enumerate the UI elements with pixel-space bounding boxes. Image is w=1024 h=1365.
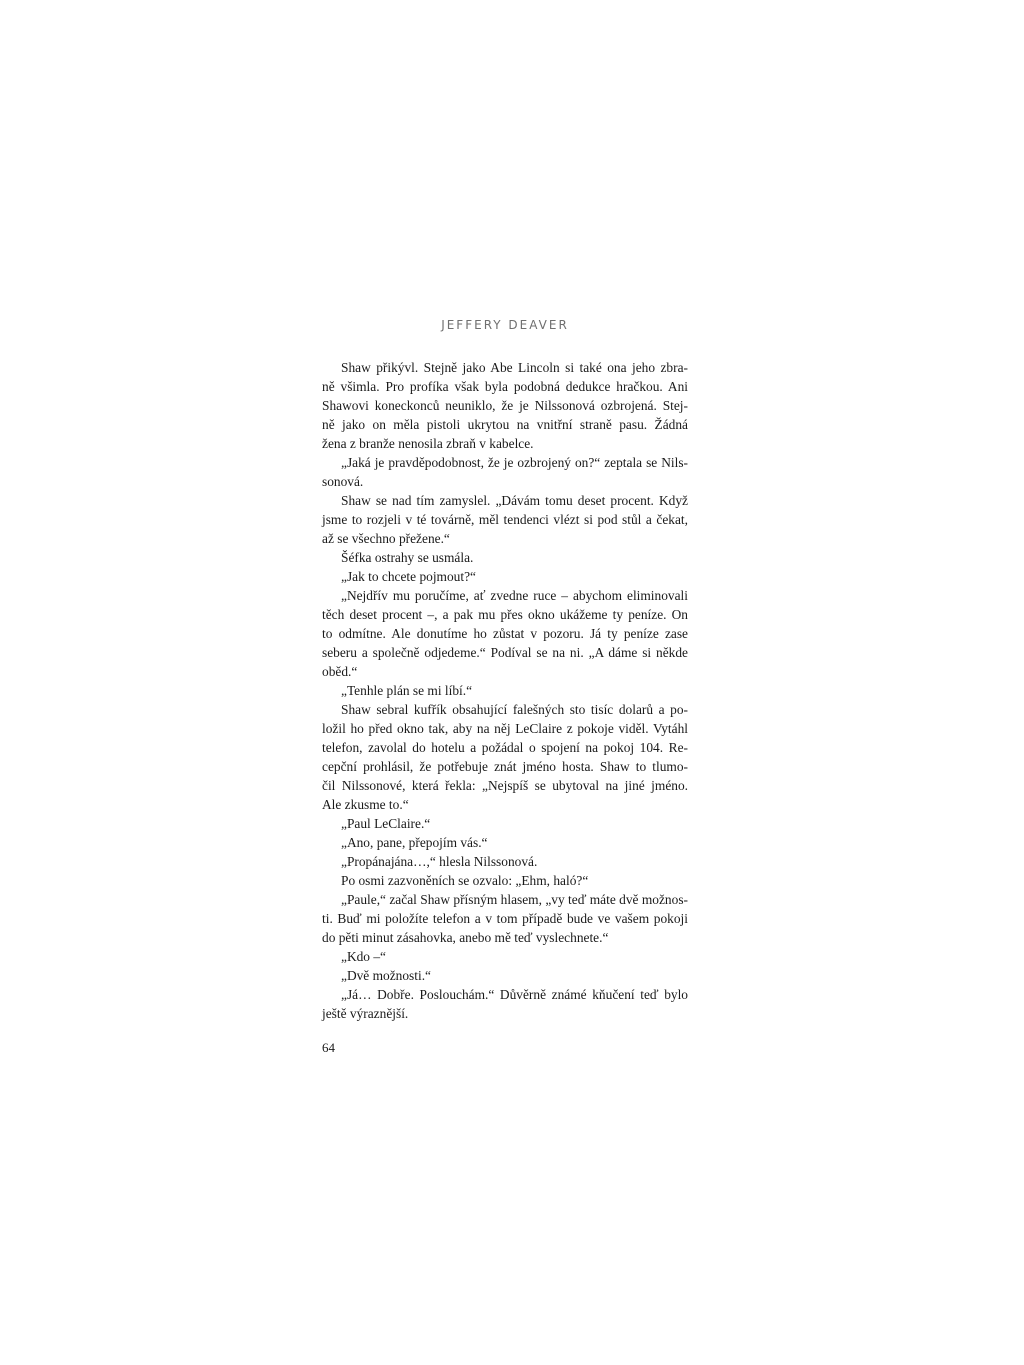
text-line: „Jak to chcete pojmout?“ [341, 569, 476, 584]
text-line: ně všimla. Pro profíka však byla podobná dedukce hračkou. Ani [322, 379, 688, 394]
text-line: „Paul LeClaire.“ [341, 816, 431, 831]
paragraph [322, 966, 688, 985]
text-line: „Já… Dobře. Poslouchám.“ Důvěrně známé kňučení teď bylo [341, 987, 688, 1002]
text-line: Po osmi zazvoněních se ozvalo: „Ehm, haló?“ [341, 873, 589, 888]
text-line: ještě výraznější. [322, 1006, 409, 1021]
paragraph [322, 890, 688, 947]
paragraph [322, 833, 688, 852]
text-line: těch deset procent –, a pak mu přes okno ukážeme ty peníze. On [322, 607, 688, 622]
text-line: Shaw sebral kufřík obsahující falešných sto tisíc dolarů a po- [341, 702, 688, 717]
paragraph [322, 852, 688, 871]
text-line: ně jako on měla pistoli ukrytou na vnitřní straně pasu. Žádná [322, 417, 688, 432]
text-line: „Kdo –“ [341, 949, 386, 964]
text-line: žena z branže nenosila zbraň v kabelce. [322, 436, 534, 451]
text-line: cepční prohlásil, že potřebuje znát jméno hosta. Shaw to tlumo- [322, 759, 688, 774]
paragraph [322, 567, 688, 586]
text-line: jsme to rozjeli v té továrně, měl tendenci vlézt si pod stůl a čekat, [322, 512, 688, 527]
paragraph [322, 700, 688, 814]
text-line: do pěti minut zásahovka, anebo mě teď vyslechnete.“ [322, 930, 609, 945]
text-line: „Dvě možnosti.“ [341, 968, 431, 983]
text-line: sonová. [322, 474, 364, 489]
text-line: ložil ho před okno tak, aby na něj LeClaire z pokoje viděl. Vytáhl [322, 721, 688, 736]
text-line: „Tenhle plán se mi líbí.“ [341, 683, 473, 698]
text-line: „Paule,“ začal Shaw přísným hlasem, „vy teď máte dvě možnos- [341, 892, 688, 907]
paragraph [322, 985, 688, 1023]
text-line: ti. Buď mi položíte telefon a v tom případě bude ve vašem pokoji [322, 911, 688, 926]
text-line: „Nejdřív mu poručíme, ať zvedne ruce – abychom eliminovali [341, 588, 688, 603]
text-line: Shawovi koneckonců neuniklo, že je Nilssonová ozbrojená. Stej- [322, 398, 688, 413]
body-text [322, 358, 688, 1023]
paragraph [322, 453, 688, 491]
text-line: telefon, zavolal do hotelu a požádal o spojení na pokoj 104. Re- [322, 740, 688, 755]
text-line: čil Nilssonové, která řekla: „Nejspíš se ubytoval na jiné jméno. [322, 778, 688, 793]
text-line: až se všechno přežene.“ [322, 531, 450, 546]
text-line: Shaw se nad tím zamyslel. „Dávám tomu deset procent. Když [341, 493, 688, 508]
text-line: „Jaká je pravděpodobnost, že je ozbrojený on?“ zeptala se Nils- [341, 455, 688, 470]
paragraph [322, 491, 688, 548]
paragraph [322, 548, 688, 567]
text-line: „Ano, pane, přepojím vás.“ [341, 835, 488, 850]
paragraph [322, 681, 688, 700]
text-line: oběd.“ [322, 664, 358, 679]
paragraph [322, 358, 688, 453]
text-line: to odmítne. Ale donutíme ho zůstat v pozoru. Já ty peníze zase [322, 626, 688, 641]
running-head: JEFFERY DEAVER [441, 318, 569, 332]
text-line: Šéfka ostrahy se usmála. [341, 550, 474, 565]
page-number: 64 [322, 1040, 335, 1055]
text-line: seberu a společně odjedeme.“ Podíval se na ni. „A dáme si někde [322, 645, 688, 660]
paragraph [322, 586, 688, 681]
text-line: „Propánajána…,“ hlesla Nilssonová. [341, 854, 538, 869]
text-line: Shaw přikývl. Stejně jako Abe Lincoln si také ona jeho zbra- [341, 360, 688, 375]
paragraph [322, 871, 688, 890]
paragraph [322, 947, 688, 966]
paragraph [322, 814, 688, 833]
text-line: Ale zkusme to.“ [322, 797, 409, 812]
